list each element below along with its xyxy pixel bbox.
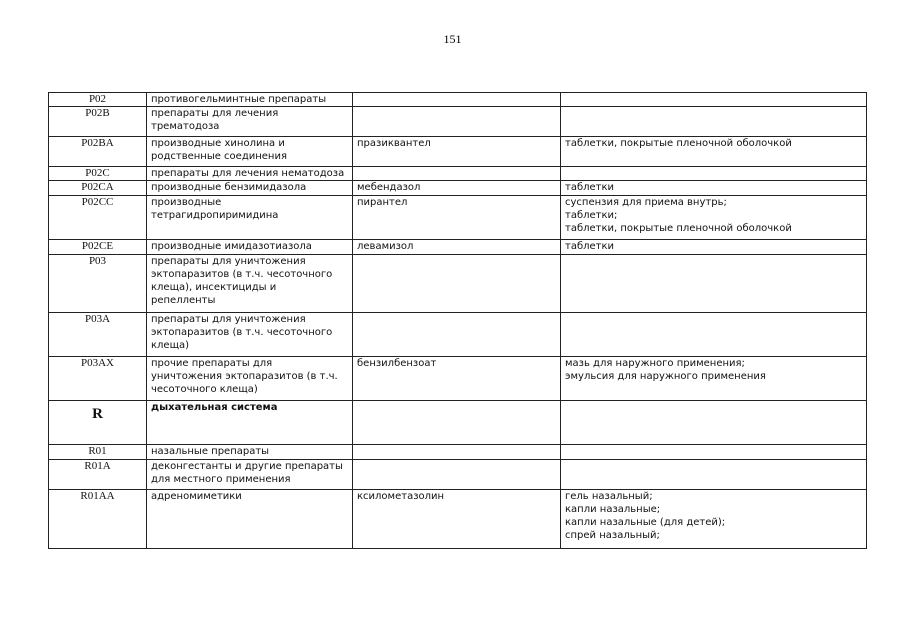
drug-name-cell (353, 460, 561, 490)
group-name-line: уничтожения эктопаразитов (в т.ч. (151, 371, 338, 382)
drug-name-line: празиквантел (357, 138, 431, 149)
group-name-cell (147, 137, 353, 167)
drug-name-cell (353, 107, 561, 137)
group-name-line: тетрагидропиримидина (151, 210, 279, 221)
group-name-line: производные (151, 197, 222, 208)
group-name-line: деконгестанты и другие препараты (151, 461, 343, 472)
atc-code-cell: P03 (49, 255, 147, 313)
dosage-forms-cell (561, 240, 867, 255)
group-name-line: производные хинолина и (151, 138, 285, 149)
group-name-cell (147, 196, 353, 240)
table-row (49, 93, 867, 107)
group-name-line: клеща) (151, 340, 190, 351)
group-name-line: назальные препараты (151, 446, 270, 457)
group-name-cell (147, 167, 353, 181)
drug-name-cell (353, 93, 561, 107)
drug-name-cell (353, 181, 561, 196)
group-name-line: препараты для лечения нематодоза (151, 168, 345, 179)
group-name-line: препараты для уничтожения (151, 314, 306, 325)
group-name-line: эктопаразитов (в т.ч. чесоточного (151, 327, 333, 338)
drug-name-cell (353, 445, 561, 460)
table-row (49, 445, 867, 460)
atc-code-cell: P02C (49, 167, 147, 181)
drug-name-cell (353, 255, 561, 313)
dosage-forms-cell (561, 357, 867, 401)
group-name-line: препараты для лечения (151, 108, 279, 119)
group-name-line: чесоточного клеща) (151, 384, 258, 395)
dosage-forms-line: капли назальные; (565, 504, 661, 515)
dosage-forms-cell (561, 107, 867, 137)
group-name-cell (147, 181, 353, 196)
dosage-forms-line: капли назальные (для детей); (565, 517, 726, 528)
dosage-forms-cell (561, 401, 867, 445)
dosage-forms-line: таблетки, покрытые пленочной оболочкой (565, 223, 792, 234)
drug-name-cell (353, 490, 561, 549)
dosage-forms-line: суспензия для приема внутрь; (565, 197, 727, 208)
atc-code-cell: R01A (49, 460, 147, 490)
group-name-cell (147, 357, 353, 401)
group-name-cell (147, 460, 353, 490)
group-name-line: эктопаразитов (в т.ч. чесоточного (151, 269, 333, 280)
drug-name-line: пирантел (357, 197, 408, 208)
table-row (49, 490, 867, 549)
table-row (49, 357, 867, 401)
group-name-line: производные имидазотиазола (151, 241, 312, 252)
table-row (49, 181, 867, 196)
drug-name-cell (353, 196, 561, 240)
atc-code-cell: P03AX (49, 357, 147, 401)
drug-name-cell (353, 137, 561, 167)
group-name-cell (147, 255, 353, 313)
dosage-forms-line: таблетки (565, 182, 615, 193)
atc-code-cell: P02CC (49, 196, 147, 240)
group-name-line: репелленты (151, 295, 216, 306)
table-row (49, 196, 867, 240)
group-name-cell (147, 240, 353, 255)
atc-code-cell: P02BA (49, 137, 147, 167)
group-name-cell (147, 401, 353, 445)
atc-code-cell: P02CE (49, 240, 147, 255)
table-row (49, 401, 867, 445)
atc-code-cell: P02B (49, 107, 147, 137)
group-name-cell (147, 313, 353, 357)
page-number: 151 (443, 32, 462, 46)
table-row (49, 240, 867, 255)
drug-name-line: ксилометазолин (357, 491, 445, 502)
dosage-forms-cell (561, 196, 867, 240)
dosage-forms-line: таблетки (565, 241, 615, 252)
group-name-line: производные бензимидазола (151, 182, 307, 193)
dosage-forms-cell (561, 255, 867, 313)
atc-code-cell: R01AA (49, 490, 147, 549)
group-name-cell (147, 93, 353, 107)
group-name-line: противогельминтные препараты (151, 94, 327, 105)
drug-name-line: мебендазол (357, 182, 421, 193)
dosage-forms-cell (561, 93, 867, 107)
table-row (49, 460, 867, 490)
group-name-line: адреномиметики (151, 491, 242, 502)
table-row (49, 255, 867, 313)
dosage-forms-cell (561, 137, 867, 167)
dosage-forms-line: эмульсия для наружного применения (565, 371, 766, 382)
dosage-forms-line: спрей назальный; (565, 530, 660, 541)
drug-name-line: левамизол (357, 241, 414, 252)
drug-name-cell (353, 167, 561, 181)
dosage-forms-cell (561, 167, 867, 181)
table-row (49, 137, 867, 167)
atc-code-cell: P02 (49, 93, 147, 107)
drug-name-cell (353, 357, 561, 401)
table-row (49, 107, 867, 137)
drug-name-cell (353, 240, 561, 255)
drug-name-cell (353, 313, 561, 357)
group-name-cell (147, 490, 353, 549)
dosage-forms-cell (561, 460, 867, 490)
atc-code-cell: R (49, 401, 147, 445)
dosage-forms-line: таблетки, покрытые пленочной оболочкой (565, 138, 792, 149)
group-name-line: клеща), инсектициды и (151, 282, 277, 293)
dosage-forms-cell (561, 445, 867, 460)
atc-code-cell: P02CA (49, 181, 147, 196)
group-name-line: прочие препараты для (151, 358, 273, 369)
drug-name-cell (353, 401, 561, 445)
dosage-forms-line: таблетки; (565, 210, 618, 221)
group-name-line: родственные соединения (151, 151, 287, 162)
group-name-cell (147, 445, 353, 460)
group-name-line: трематодоза (151, 121, 220, 132)
drug-name-line: бензилбензоат (357, 358, 437, 369)
atc-code-cell: R01 (49, 445, 147, 460)
dosage-forms-cell (561, 313, 867, 357)
dosage-forms-line: мазь для наружного применения; (565, 358, 745, 369)
group-name-cell (147, 107, 353, 137)
dosage-forms-cell (561, 490, 867, 549)
table-row (49, 313, 867, 357)
atc-code-cell: P03A (49, 313, 147, 357)
dosage-forms-cell (561, 181, 867, 196)
dosage-forms-line: гель назальный; (565, 491, 653, 502)
drug-classification-table (48, 92, 867, 549)
group-name-line: препараты для уничтожения (151, 256, 306, 267)
group-name-line: дыхательная система (151, 402, 278, 413)
table-row (49, 167, 867, 181)
group-name-line: для местного применения (151, 474, 291, 485)
